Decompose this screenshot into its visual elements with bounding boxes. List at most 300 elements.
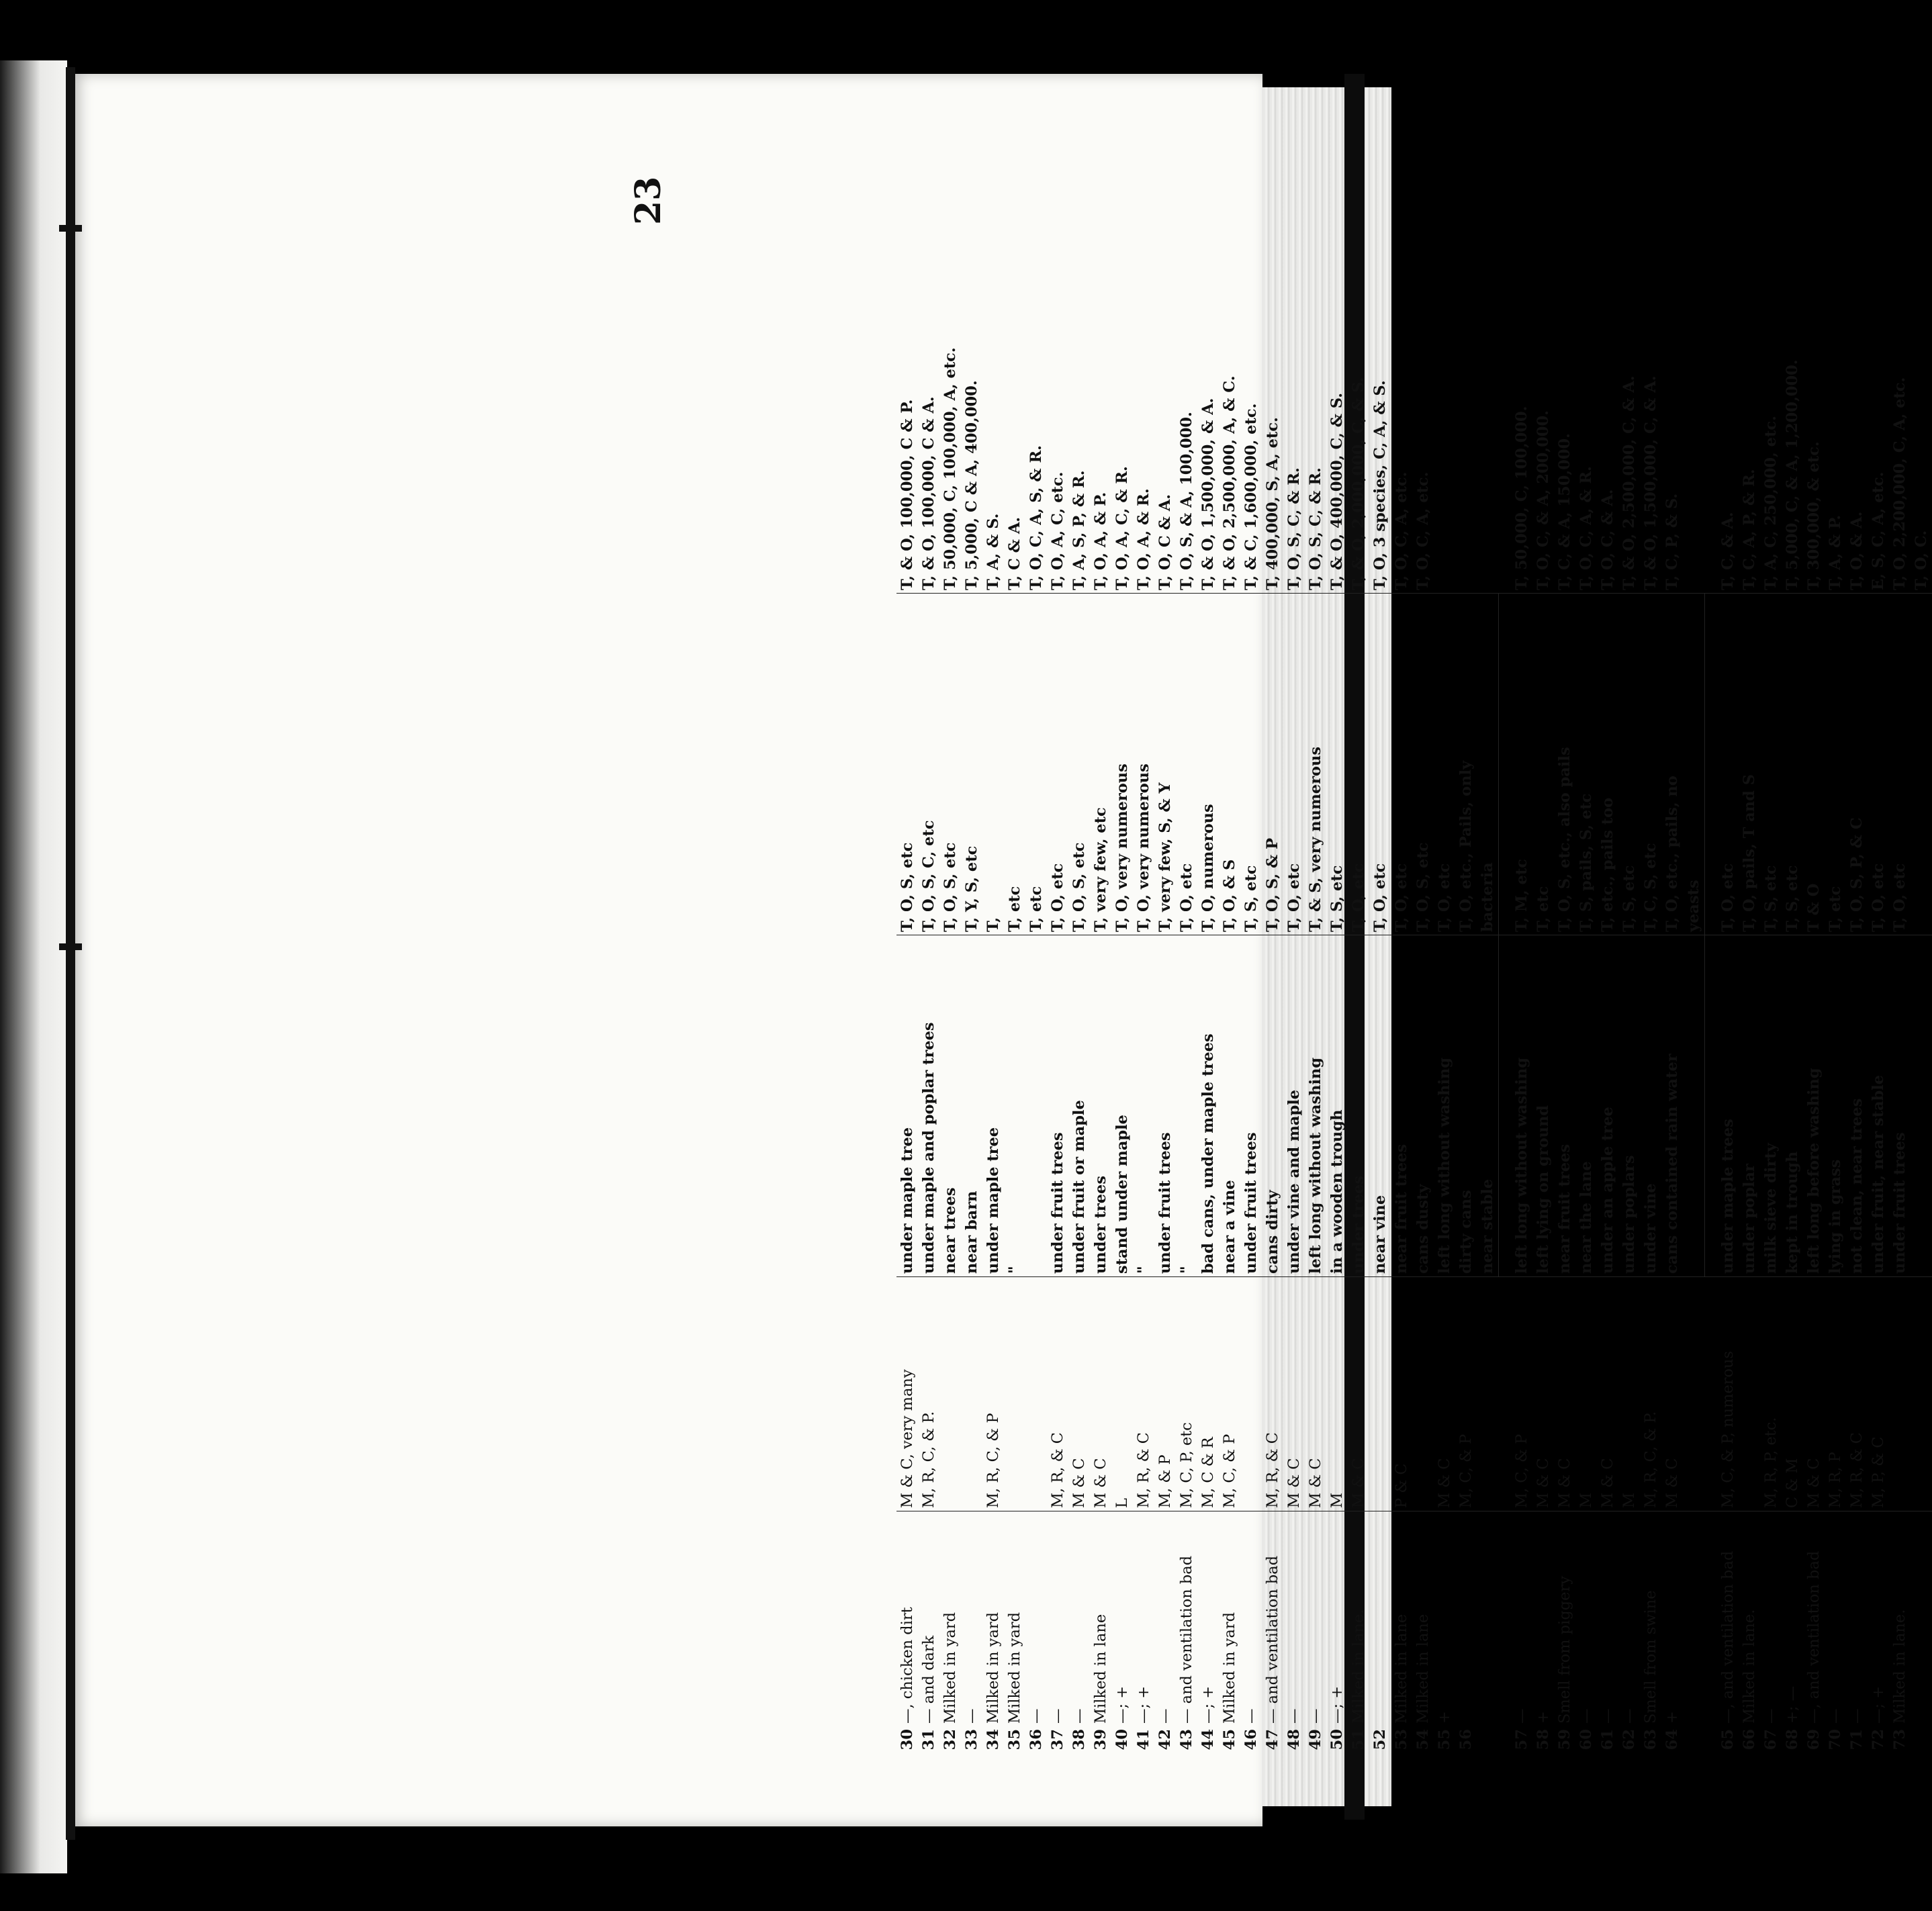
table-row (939, 191, 961, 1769)
source-note: —; + (1111, 1511, 1133, 1727)
condition-note: left long without washing (1434, 935, 1455, 1277)
table-row (1305, 191, 1326, 1769)
condition-note: under vine and maple (1283, 935, 1305, 1277)
factory-result: T, O, & A. (1848, 511, 1866, 590)
factory-result (1683, 191, 1705, 594)
cattle-note (1889, 1277, 1911, 1511)
row-number: 54 (1414, 1729, 1432, 1751)
factory-result: T, O, C, A, etc. (1414, 471, 1432, 590)
dairy-result: bacteria (1477, 594, 1499, 935)
factory-result: T, O, A, & P. (1092, 492, 1109, 590)
condition-note: under fruit trees (1047, 935, 1068, 1277)
cattle-note (1683, 1277, 1705, 1511)
row-number: 38 (1070, 1729, 1088, 1751)
source-note: — (1760, 1511, 1782, 1727)
source-note: — (1240, 1511, 1262, 1727)
source-note: — (1618, 1511, 1640, 1727)
cattle-note: M & C (1661, 1277, 1683, 1511)
table-row (1683, 191, 1705, 1769)
dairy-result: T, O, & S (1219, 594, 1240, 935)
cattle-note: M & C (1348, 1277, 1369, 1511)
factory-result: T, & O, 400,000, C, & S. (1328, 392, 1346, 590)
dairy-result: T, S, etc (1618, 594, 1640, 935)
dairy-result: T, S, etc (1326, 594, 1348, 935)
row-number: 57 (1512, 1729, 1530, 1751)
cattle-note (1369, 1277, 1391, 1511)
factory-result: T, C & A. (1006, 516, 1023, 590)
dairy-result: T, O, etc (1868, 594, 1889, 935)
cattle-note: M & C (1532, 1277, 1554, 1511)
row-number: 39 (1092, 1729, 1109, 1751)
dairy-result: T, etc (1532, 594, 1554, 935)
table-row (1176, 191, 1197, 1769)
dairy-result: T, O, etc (1369, 594, 1391, 935)
table-row (1111, 191, 1133, 1769)
factory-result (1477, 191, 1499, 594)
row-number: 70 (1827, 1729, 1844, 1751)
dairy-result: T, M, etc (1499, 594, 1533, 935)
row-number (1911, 1726, 1932, 1769)
row-number (1683, 1726, 1705, 1769)
cattle-note: M & C (1068, 1277, 1090, 1511)
condition-note: near the lane (1575, 935, 1597, 1277)
cattle-note: M & C (1554, 1277, 1575, 1511)
dairy-result: T, O, etc (1705, 594, 1739, 935)
left-page-edge (0, 60, 67, 1873)
dairy-result: T, etc (1025, 594, 1047, 935)
table-row (1047, 191, 1068, 1769)
table-row (1911, 191, 1932, 1769)
row-number: 53 (1393, 1729, 1410, 1751)
source-note: —, and ventilation bad (1705, 1511, 1739, 1727)
source-note: — (961, 1511, 982, 1727)
factory-result (1434, 191, 1455, 594)
factory-result: T, O, C, & A. (1599, 489, 1616, 590)
cattle-note: M, R, & C (1047, 1277, 1068, 1511)
condition-note: not clean, near trees (1846, 935, 1868, 1277)
table-row (1391, 191, 1412, 1769)
condition-note: " (1176, 935, 1197, 1277)
condition-note: cans dusty (1412, 935, 1434, 1277)
cattle-note (961, 1277, 982, 1511)
source-note: — (1283, 1511, 1305, 1727)
row-number: 67 (1762, 1729, 1780, 1751)
condition-note: " (1004, 935, 1025, 1277)
dairy-result: T, C, S, etc (1640, 594, 1661, 935)
condition-note: milk sieve dirty (1760, 935, 1782, 1277)
source-note: — and ventilation bad (1262, 1511, 1283, 1727)
factory-result (1455, 191, 1477, 594)
row-number: 40 (1113, 1729, 1131, 1751)
dairy-result: T, O, etc (1283, 594, 1305, 935)
row-number: 49 (1307, 1729, 1324, 1751)
dairy-result: T, S, etc (1782, 594, 1803, 935)
row-number: 45 (1221, 1729, 1238, 1751)
source-note: — (1305, 1511, 1326, 1727)
table-row (1197, 191, 1219, 1769)
dairy-result: T, O, etc (1391, 594, 1412, 935)
table-row (1348, 191, 1369, 1769)
source-note: + (1532, 1511, 1554, 1727)
cattle-note: L (1111, 1277, 1133, 1511)
source-note: Milked in yard (939, 1511, 961, 1727)
factory-result: T, O, 2,200,000, C, A, etc. (1891, 377, 1908, 590)
row-number: 58 (1534, 1729, 1552, 1751)
row-number: 68 (1784, 1729, 1801, 1751)
condition-note: cans dirty (1262, 935, 1283, 1277)
dairy-result: T, etc., pails too (1597, 594, 1618, 935)
table-row (1846, 191, 1868, 1769)
table-row (1262, 191, 1283, 1769)
factory-result: T, & O, 1,500,000, & A. (1199, 398, 1217, 590)
table-row (1803, 191, 1825, 1769)
condition-note: left long before washing (1803, 935, 1825, 1277)
cattle-note: M (1326, 1277, 1348, 1511)
source-note (1369, 1511, 1391, 1727)
dairy-result: yeasts (1683, 594, 1705, 935)
factory-result: T, C, & A. (1718, 512, 1737, 590)
source-note: Milked in lane. (1889, 1511, 1911, 1727)
condition-note: near a vine (1219, 935, 1240, 1277)
table-row (1240, 191, 1262, 1769)
condition-note: near vine (1369, 935, 1391, 1277)
dairy-result: T, O, S, P, & C (1846, 594, 1868, 935)
factory-result: T, & O, 2,500,000, A, & C. (1221, 375, 1238, 590)
row-number: 47 (1264, 1729, 1281, 1751)
table-row (1369, 191, 1391, 1769)
table-row (896, 191, 918, 1769)
source-note: — and dark (918, 1511, 939, 1727)
factory-result: T, & O, 2,500,000, C, & A. (1620, 375, 1638, 590)
source-note: Milked in lane (1090, 1511, 1111, 1727)
table-row (1575, 191, 1597, 1769)
factory-result: T, & O, 100,000, C & P. (899, 399, 916, 590)
row-number: 36 (1027, 1729, 1045, 1751)
row-number: 56 (1457, 1729, 1475, 1751)
source-note (1455, 1511, 1477, 1727)
row-number: 43 (1178, 1729, 1195, 1751)
factory-result: T, 5,000, C, & A, 1,200,000. (1784, 359, 1801, 590)
condition-note: in a wooden trough (1326, 935, 1348, 1277)
condition-note: under trees (1090, 935, 1111, 1277)
condition-note: under fruit, near stable (1868, 935, 1889, 1277)
cattle-note: M, R, & C (1133, 1277, 1154, 1511)
dairy-result: T, & S, very numerous (1305, 594, 1326, 935)
table-row (1283, 191, 1305, 1769)
factory-result: T, & O, 1,500,000, C, & A. (1642, 375, 1659, 590)
row-number: 72 (1870, 1729, 1887, 1751)
dairy-result: T, very few, S, & Y (1154, 594, 1176, 935)
condition-note: near fruit trees (1554, 935, 1575, 1277)
condition-note: left long without washing (1499, 935, 1533, 1277)
source-note: —; + (1326, 1511, 1348, 1727)
factory-result: T, O, S, C, & R. (1307, 467, 1324, 590)
dairy-result: T, O, etc., pails, no (1661, 594, 1683, 935)
cattle-note: M & C (1305, 1277, 1326, 1511)
factory-result: T, C, A, P, & R. (1741, 469, 1758, 590)
source-note (1911, 1511, 1932, 1727)
source-note: + (1434, 1511, 1455, 1727)
dairy-result: T, O, S, etc (939, 594, 961, 935)
cattle-note (1477, 1277, 1499, 1511)
condition-note (1911, 935, 1932, 1277)
factory-result: T, A, S, P, & R. (1070, 470, 1088, 590)
dairy-result: T, O, pails, T and S (1739, 594, 1760, 935)
dairy-result: T & O (1803, 594, 1825, 935)
source-note: —, and ventilation bad (1803, 1511, 1825, 1727)
row-number: 37 (1049, 1729, 1066, 1751)
source-note: Milked in yard (1219, 1511, 1240, 1727)
condition-note: left lying on ground (1532, 935, 1554, 1277)
factory-result: E, S, C, A, etc. (1870, 471, 1887, 590)
dairy-result: T, very few, etc (1090, 594, 1111, 935)
dairy-inspection-table (896, 191, 1932, 1769)
row-number: 34 (984, 1729, 1002, 1751)
dairy-result: T, Y, S, etc (961, 594, 982, 935)
cattle-note (939, 1277, 961, 1511)
cattle-note: M, R, & C (1846, 1277, 1868, 1511)
source-note: Milked in lane (1391, 1511, 1412, 1727)
factory-result: T, 5,000, C & A, 400,000. (963, 380, 980, 590)
source-note: Milked in lane. (1739, 1511, 1760, 1727)
cattle-note: M, C, & P, numerous (1705, 1277, 1739, 1511)
dairy-result: T, (982, 594, 1004, 935)
dairy-result: T, O, very numerous (1111, 594, 1133, 935)
row-number: 41 (1135, 1729, 1152, 1751)
row-number: 63 (1642, 1729, 1659, 1751)
source-note: — (1025, 1511, 1047, 1727)
row-number: 64 (1663, 1729, 1681, 1751)
row-number: 30 (899, 1729, 916, 1751)
cattle-note: M, & P (1154, 1277, 1176, 1511)
cattle-note: M, C, & P (1499, 1277, 1533, 1511)
table-row (1705, 191, 1739, 1769)
cattle-note: M, C & R (1197, 1277, 1219, 1511)
source-note: Milked in lane (1412, 1511, 1434, 1727)
dairy-result: T, etc (1004, 594, 1025, 935)
factory-result: T, O, S, & A, 100,000. (1178, 412, 1195, 590)
dairy-result: T, S, etc (1240, 594, 1262, 935)
condition-note: under fruit trees (1154, 935, 1176, 1277)
condition-note: under maple trees (1705, 935, 1739, 1277)
row-number: 60 (1577, 1729, 1595, 1751)
cattle-note (1412, 1277, 1434, 1511)
dairy-result: T, O, S, & P (1262, 594, 1283, 935)
cattle-note (1739, 1277, 1760, 1511)
table-row (1661, 191, 1683, 1769)
condition-note (1683, 935, 1705, 1277)
source-note: — (1154, 1511, 1176, 1727)
row-number: 61 (1599, 1729, 1616, 1751)
condition-note: left long without washing (1305, 935, 1326, 1277)
row-number: 35 (1006, 1729, 1023, 1751)
source-note: Milked in lane. (1348, 1511, 1369, 1727)
dairy-result: T, O, etc (1434, 594, 1455, 935)
dairy-result: T, O, etc (1176, 594, 1197, 935)
source-note: —; + (1197, 1511, 1219, 1727)
table-row (982, 191, 1004, 1769)
dairy-result: T, etc (1825, 594, 1846, 935)
row-number: 73 (1891, 1729, 1908, 1751)
dairy-result: T, O, etc (1047, 594, 1068, 935)
cattle-note: M, C, & P (1455, 1277, 1477, 1511)
cattle-note: M & C (1434, 1277, 1455, 1511)
cattle-note (1240, 1277, 1262, 1511)
page-number: 23 (628, 176, 669, 225)
table-row (1532, 191, 1554, 1769)
condition-note: kept in trough (1782, 935, 1803, 1277)
row-number: 65 (1718, 1729, 1737, 1751)
dairy-result: T, S, etc (1760, 594, 1782, 935)
table-row (1219, 191, 1240, 1769)
condition-note: under vine (1640, 935, 1661, 1277)
factory-result: T, O, C, & A, 200,000. (1534, 410, 1552, 590)
rotated-page-content (64, 144, 1930, 1769)
factory-result: T, C, P, & S. (1663, 493, 1681, 590)
factory-result: T, 400,000, S, A, etc. (1264, 417, 1281, 590)
dairy-result: T, O, S, C, etc (918, 594, 939, 935)
factory-result: T, O, S, C, & R. (1285, 467, 1303, 590)
factory-result: T, C, & A, 150,000. (1556, 433, 1573, 590)
source-note: — (1068, 1511, 1090, 1727)
factory-result: T, A, & P. (1827, 514, 1844, 590)
dairy-result: T, O, S, etc (1412, 594, 1434, 935)
condition-note: cans contained rain water (1661, 935, 1683, 1277)
dairy-result: T, S, pails, S, etc (1575, 594, 1597, 935)
table-row (1090, 191, 1111, 1769)
source-note: —, chicken dirt (896, 1511, 918, 1727)
cattle-note: M, R, & C (1262, 1277, 1283, 1511)
row-number: 59 (1556, 1729, 1573, 1751)
row-number: 71 (1848, 1729, 1866, 1751)
row-number: 44 (1199, 1729, 1217, 1751)
source-note: — (1846, 1511, 1868, 1727)
row-number: 42 (1156, 1729, 1174, 1751)
condition-note: near barn (961, 935, 982, 1277)
cattle-note: M (1575, 1277, 1597, 1511)
table-body (896, 191, 1932, 1769)
table-row (1326, 191, 1348, 1769)
source-note: — and ventilation bad (1176, 1511, 1197, 1727)
cattle-note: M & C, very many (896, 1277, 918, 1511)
row-number: 55 (1436, 1729, 1453, 1751)
table-row (1739, 191, 1760, 1769)
cattle-note: M (1618, 1277, 1640, 1511)
row-number: 32 (941, 1729, 959, 1751)
factory-result: T, O, A, C, etc. (1049, 471, 1066, 590)
row-number: 66 (1741, 1729, 1758, 1751)
source-note: + (1661, 1511, 1683, 1727)
factory-result: T, A, & S. (984, 513, 1002, 590)
factory-result: T, O, C, A, S, & R. (1027, 445, 1045, 590)
row-number (1477, 1726, 1499, 1769)
condition-note: under an apple tree (1597, 935, 1618, 1277)
factory-result: T, & O, 2,000,000, C, & S. (1350, 377, 1367, 590)
source-note (1477, 1511, 1499, 1727)
condition-note: " (1133, 935, 1154, 1277)
table-row (1825, 191, 1846, 1769)
condition-note: dirty cans (1455, 935, 1477, 1277)
table-row (961, 191, 982, 1769)
condition-note (1025, 935, 1047, 1277)
factory-result: T, O, A, & R. (1135, 488, 1152, 590)
row-number: 31 (920, 1729, 937, 1751)
table-row (1640, 191, 1661, 1769)
source-note: — (1597, 1511, 1618, 1727)
factory-result: T, O, C & A. (1156, 494, 1174, 590)
factory-result: T, O, C. (1913, 530, 1930, 590)
condition-note: stand under maple (1111, 935, 1133, 1277)
dairy-result: T, O, very numerous (1133, 594, 1154, 935)
row-number: 46 (1242, 1729, 1260, 1751)
source-note: —; + (1133, 1511, 1154, 1727)
cattle-note: M, P, & C (1868, 1277, 1889, 1511)
cattle-note: P & C (1391, 1277, 1412, 1511)
cattle-note: M, R, P (1825, 1277, 1846, 1511)
table-row (1477, 191, 1499, 1769)
condition-note: lying in grass (1825, 935, 1846, 1277)
condition-note: under trees (1348, 935, 1369, 1277)
condition-note: under poplars (1618, 935, 1640, 1277)
condition-note: under fruit trees (1889, 935, 1911, 1277)
table-row (918, 191, 939, 1769)
condition-note: near trees (939, 935, 961, 1277)
dairy-result (1911, 594, 1932, 935)
condition-note: under maple tree (982, 935, 1004, 1277)
source-note: Smell from piggery (1554, 1511, 1575, 1727)
source-note: +; — (1782, 1511, 1803, 1727)
cattle-note: M & C (1090, 1277, 1111, 1511)
factory-result: T, & O, 100,000, C & A. (920, 396, 937, 590)
factory-result: T, 300,000, & etc. (1805, 441, 1823, 590)
factory-result: T, 50,000, C, 100,000. (1512, 406, 1530, 590)
source-note: — (1575, 1511, 1597, 1727)
factory-result: T, O, C, A, & R. (1577, 466, 1595, 590)
table-row (1412, 191, 1434, 1769)
factory-result: T, O, 3 species, C, A, & S. (1371, 380, 1389, 590)
condition-note: near stable (1477, 935, 1499, 1277)
cattle-note (1025, 1277, 1047, 1511)
table-row (1760, 191, 1782, 1769)
row-number: 48 (1285, 1729, 1303, 1751)
table-row (1133, 191, 1154, 1769)
condition-note: under poplar (1739, 935, 1760, 1277)
factory-result: T, & C, 1,600,000, etc. (1242, 403, 1260, 590)
table-row (1889, 191, 1911, 1769)
table-row (1782, 191, 1803, 1769)
condition-note: under fruit or maple (1068, 935, 1090, 1277)
condition-note: under maple tree (896, 935, 918, 1277)
cattle-note: M, C, & P (1219, 1277, 1240, 1511)
row-number: 33 (963, 1729, 980, 1751)
cattle-note (1911, 1277, 1932, 1511)
source-note (1683, 1511, 1705, 1727)
row-number: 62 (1620, 1729, 1638, 1751)
dairy-result: T, O, numerous (1197, 594, 1219, 935)
table-row (1004, 191, 1025, 1769)
table-row (1618, 191, 1640, 1769)
source-note: Smell from swine (1640, 1511, 1661, 1727)
source-note: —; + (1868, 1511, 1889, 1727)
table-row (1025, 191, 1047, 1769)
condition-note: near fruit trees (1391, 935, 1412, 1277)
row-number: 52 (1371, 1729, 1389, 1751)
cattle-note: M & C (1597, 1277, 1618, 1511)
dairy-result: T, O, S, etc (1068, 594, 1090, 935)
dairy-result: T, O, S, etc (896, 594, 918, 935)
dairy-result: T, O, etc (1889, 594, 1911, 935)
condition-note: under maple and poplar trees (918, 935, 939, 1277)
